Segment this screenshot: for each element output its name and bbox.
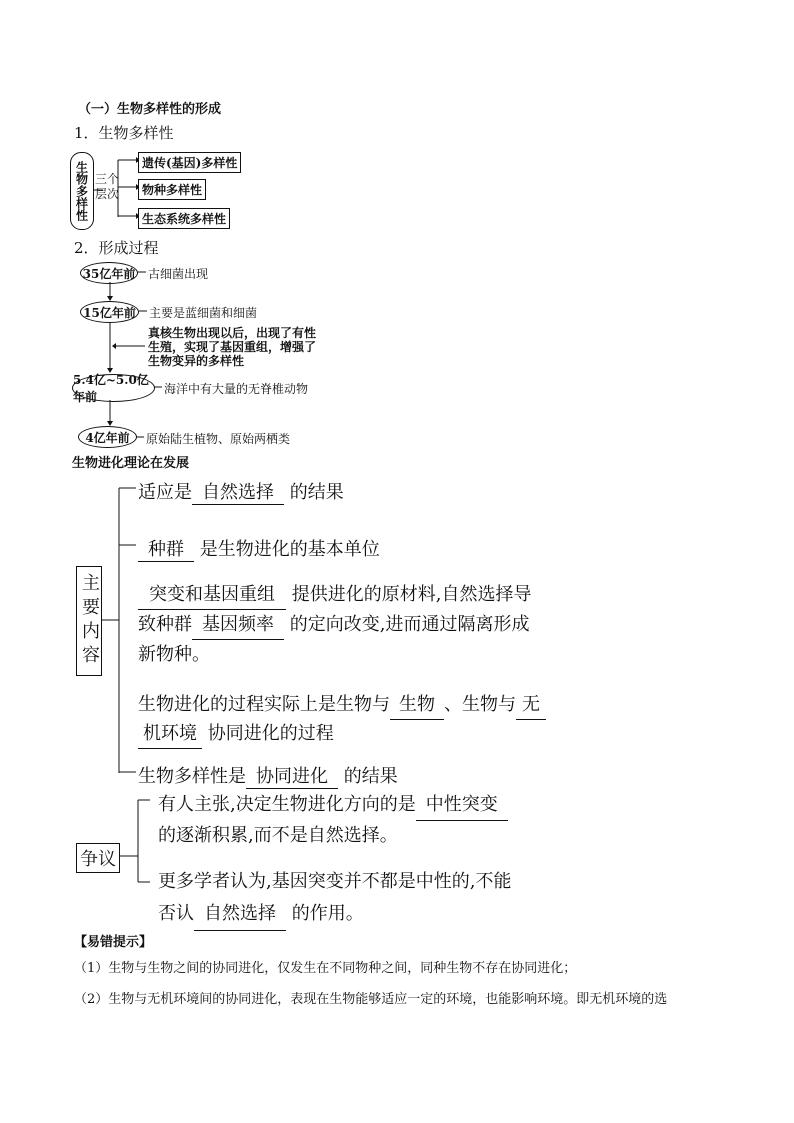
- level-species: 物种多样性: [138, 179, 206, 200]
- item-heading: 2．形成过程: [74, 239, 159, 257]
- level-ecosystem: 生态系统多样性: [138, 208, 230, 229]
- timeline-event: 海洋中有大量的无脊椎动物: [164, 382, 309, 396]
- point-adaptation: 适应是 自然选择 的结果: [138, 478, 344, 505]
- tip-item: （2）生物与无机环境间的协同进化，表现在生物能够适应一定的环境，也能影响环境。即无机环境的选: [74, 992, 668, 1007]
- section-heading: （一）生物多样性的形成: [78, 102, 222, 117]
- timeline-node: 35亿年前: [80, 262, 138, 284]
- tips-heading: 【易错提示】: [74, 935, 153, 950]
- dispute-neutral: 有人主张,决定生物进化方向的是 中性突变 的逐渐积累,而不是自然选择。: [158, 790, 508, 851]
- dispute-selection: 更多学者认为,基因突变并不都是中性的,不能 否认 自然选择 的作用。: [158, 866, 511, 931]
- timeline-node: 4亿年前: [78, 426, 137, 448]
- point-biodiversity: 生物多样性是 协同进化 的结果: [138, 762, 398, 789]
- dispute-label: 争议: [76, 843, 120, 873]
- timeline-event: 主要是蓝细菌和细菌: [149, 306, 258, 320]
- main-content-label: 主要内容: [76, 566, 102, 676]
- timeline-node: 5.4亿~5.0亿年前: [72, 374, 155, 402]
- point-population: 种群 是生物进化的基本单位: [138, 535, 380, 562]
- levels-connector: 三个层次: [95, 172, 120, 201]
- item-heading: 1．生物多样性: [74, 124, 174, 142]
- timeline-event: 原始陆生植物、原始两栖类: [146, 432, 291, 446]
- point-coevolution: 生物进化的过程实际上是生物与 生物 、生物与 无 机环境 协同进化的过程: [138, 691, 546, 749]
- tip-item: （1）生物与生物之间的协同进化，仅发生在不同物种之间，同种生物不存在协同进化；: [74, 961, 577, 976]
- timeline-node: 15亿年前: [80, 301, 139, 323]
- timeline-side-note: 真核生物出现以后，出现了有性 生殖，实现了基因重组，增强了 生物变异的多样性: [148, 326, 317, 368]
- point-mutation: 突变和基因重组 提供进化的原材料,自然选择导 致种群 基因频率 的定向改变,进而通过隔离形成 新物种。: [138, 580, 531, 669]
- diversity-root: 生物多样性: [70, 152, 94, 230]
- section-heading: 生物进化理论在发展: [72, 456, 190, 471]
- level-genetic: 遗传(基因)多样性: [138, 152, 241, 173]
- timeline-event: 古细菌出现: [148, 267, 209, 281]
